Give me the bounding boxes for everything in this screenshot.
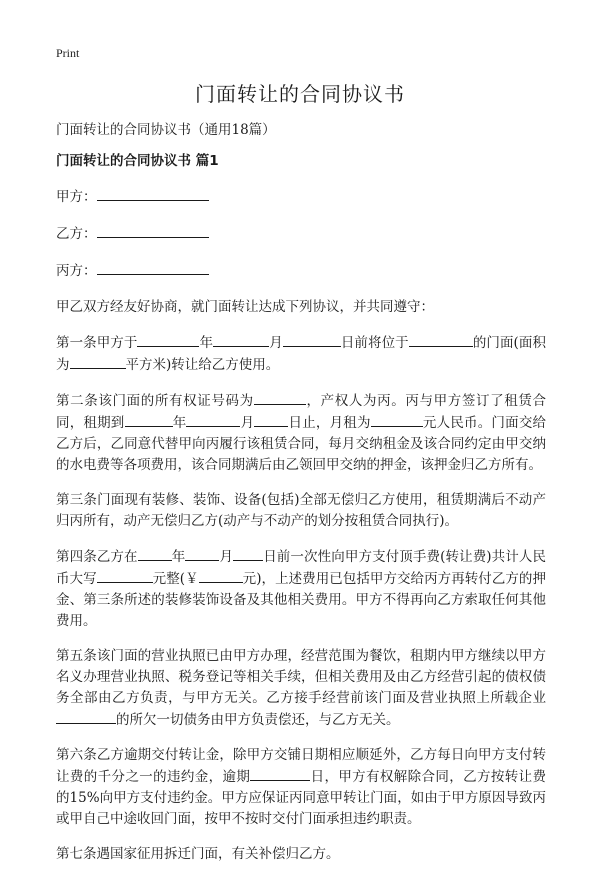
- party-b-line: [56, 223, 546, 245]
- clause-text: 元整(￥: [152, 571, 199, 587]
- clause-text: 日前将位于: [340, 335, 409, 351]
- clause-text: 第一条甲方于: [56, 335, 138, 351]
- blank-field: [186, 412, 240, 427]
- blank-field: [233, 546, 263, 561]
- clause-text: 元)，上述费用已包括甲方交给丙方再转付乙方的押金、第三条所述的装修装饰设备及其他相关费用。甲方不得再向乙方索取任何其他费用。: [56, 571, 546, 629]
- blank-field: [254, 412, 288, 427]
- blank-field: [371, 412, 423, 427]
- blank-field: [70, 354, 126, 369]
- clause-text: 日，甲方有权解除合同，乙方按转让费的15%向甲方支付违约金。甲方应保证丙同意甲转让门面，如由于甲方原因导致丙或甲自己中途收回门面，按甲不按时交付门面承担违约职责。: [56, 769, 547, 827]
- clause-3: 第三条门面现有装修、装饰、设备(包括)全部无偿归乙方使用，租赁期满后不动产归丙所有，动产无偿归乙方(动产与不动产的划分按租赁合同执行)。: [56, 492, 546, 529]
- blank-field: [138, 546, 172, 561]
- party-b-label: 乙方：: [56, 226, 97, 242]
- blank-field: [254, 390, 306, 405]
- clause-text: 第六条乙方逾期交付转让金，除甲方交铺日期相应顺延外，乙方每日向甲方支付转让费的千分之一的违约金，逾期: [56, 747, 546, 785]
- clause-1: [56, 332, 546, 376]
- blank-field: [137, 332, 199, 347]
- clause-text: 第五条该门面的营业执照已由甲方办理，经营范围为餐饮，租期内甲方继续以甲方名义办理营业执照、税务登记等相关手续，但相关费用及由乙方经营引起的债权债务全部由乙方负责，与甲方无关。乙方接手经营前该门面及营业执照上所载企业: [56, 648, 546, 706]
- clause-text: 日前一次性向甲方支付顶手费(转让费)共计人民币大写: [56, 549, 547, 587]
- blank-field: [97, 568, 153, 583]
- clause-text: 第四条乙方在: [56, 549, 138, 565]
- blank-field: [97, 223, 209, 238]
- blank-field: [283, 332, 341, 347]
- blank-field: [56, 709, 116, 724]
- party-c-label: 丙方：: [56, 263, 97, 279]
- section-heading: 门面转让的合同协议书 篇1: [56, 153, 219, 169]
- clause-text: 第二条该门面的所有权证号码为: [56, 393, 254, 409]
- clause-text: 月: [269, 335, 283, 351]
- clause-text: 月: [240, 415, 255, 431]
- document-title: 门面转让的合同协议书: [195, 82, 405, 106]
- blank-field: [409, 332, 473, 347]
- blank-field: [250, 766, 310, 781]
- party-c-line: [56, 260, 546, 282]
- blank-field: [125, 412, 173, 427]
- blank-field: [185, 546, 219, 561]
- clause-text: 平方米)转让给乙方使用。: [125, 357, 280, 373]
- party-a-label: 甲方：: [56, 189, 97, 205]
- clause-4: [56, 546, 546, 632]
- clause-text: 月: [219, 549, 234, 565]
- clause-5: [56, 646, 546, 731]
- party-a-line: [56, 186, 546, 208]
- document-subtitle: 门面转让的合同协议书（通用18篇）: [56, 122, 276, 138]
- clause-text: 年: [172, 415, 187, 431]
- clause-7: 第七条遇国家征用拆迁门面，有关补偿归乙方。: [56, 846, 340, 862]
- clause-text: 年: [171, 549, 186, 565]
- blank-field: [213, 332, 269, 347]
- clause-2: [56, 390, 546, 476]
- clause-text: 的所欠一切债务由甲方负责偿还，与乙方无关。: [116, 712, 400, 728]
- intro-paragraph: 甲乙双方经友好协商，就门面转让达成下列协议，并共同遵守：: [56, 299, 434, 315]
- print-link[interactable]: Print: [56, 46, 80, 60]
- clause-text: ，产权人为丙。丙与甲方签订了租赁合同，租期到: [56, 393, 547, 431]
- clause-text: 元人民币。门面交给乙方后，乙同意代替甲向丙履行该租赁合同，每月交纳租金及该合同约定由甲交纳的水电费等各项费用，该合同期满后由乙领回甲交纳的押金，该押金归乙方所有。: [56, 415, 547, 473]
- clause-text: 的门面(面积为: [56, 335, 546, 373]
- blank-field: [97, 260, 209, 275]
- document-body: [56, 120, 546, 879]
- blank-field: [199, 568, 243, 583]
- clause-text: 日止，月租为: [288, 415, 371, 431]
- clause-text: 年: [199, 335, 214, 351]
- blank-field: [97, 186, 209, 201]
- clause-6: [56, 745, 546, 830]
